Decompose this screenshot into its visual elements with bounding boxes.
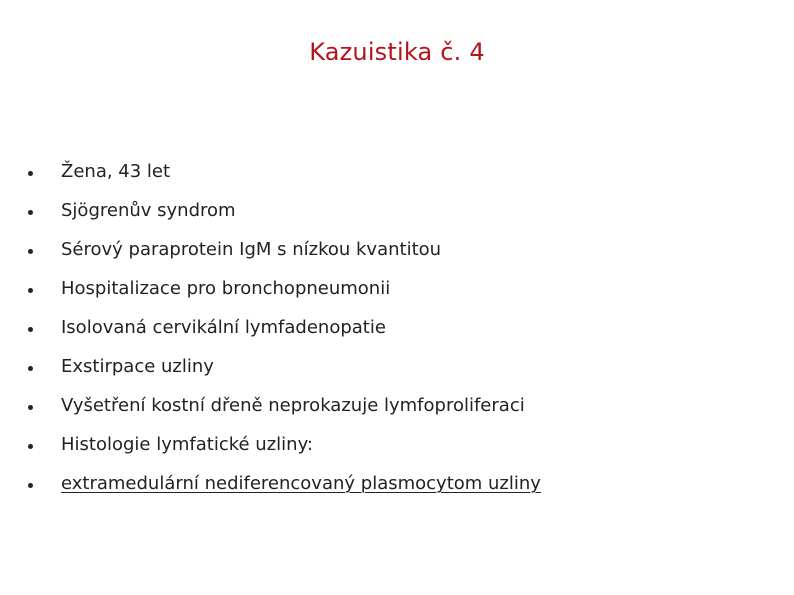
bullet-dot-icon: [28, 249, 33, 254]
bullet-dot-icon: [28, 327, 33, 332]
bullet-dot-icon: [28, 366, 33, 371]
bullet-text: Žena, 43 let: [61, 161, 171, 182]
bullet-text: Hospitalizace pro bronchopneumonii: [61, 278, 391, 299]
bullet-text: Sjögrenův syndrom: [61, 200, 236, 221]
bullet-dot-icon: [28, 444, 33, 449]
bullet-dot-icon: [28, 288, 33, 293]
bullet-text: Isolovaná cervikální lymfadenopatie: [61, 317, 386, 338]
slide-title: Kazuistika č. 4: [309, 38, 485, 66]
bullet-text: Sérový paraprotein IgM s nízkou kvantitou: [61, 239, 442, 260]
bullet-text: Vyšetření kostní dřeně neprokazuje lymfoproliferaci: [61, 395, 525, 416]
bullet-text: Exstirpace uzliny: [61, 356, 214, 377]
bullet-text: Histologie lymfatické uzliny:: [61, 434, 313, 455]
bullet-dot-icon: [28, 210, 33, 215]
bullet-dot-icon: [28, 405, 33, 410]
bullet-text-link[interactable]: extramedulární nediferencovaný plasmocytom uzliny: [61, 473, 541, 494]
bullet-dot-icon: [28, 483, 33, 488]
bullet-dot-icon: [28, 171, 33, 176]
